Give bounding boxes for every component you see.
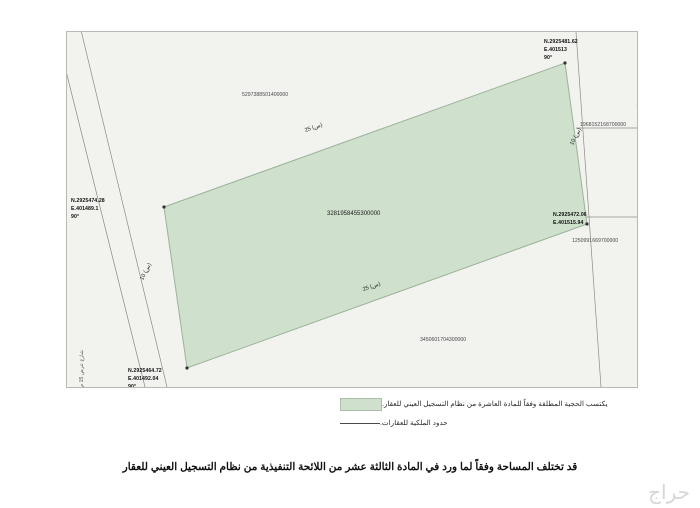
street-label: شارع عرض 15 م (79, 349, 85, 387)
neighbor-parcel-label-n1: 5297388501400000 (242, 92, 289, 98)
legend-item-parcel-fill (340, 398, 636, 411)
neighbor-parcel-label-n3: 1968152168700000 (580, 122, 627, 128)
edge-label-left: 10 (س) (139, 262, 154, 282)
legend (340, 398, 636, 436)
corner-label-north-east (544, 39, 578, 62)
corner-easting: E.401515.94 (553, 219, 584, 226)
corner-easting: E.401513 (544, 46, 568, 53)
neighbor-parcel-label-n2: 3450601704300000 (420, 337, 467, 343)
map-drawing (67, 32, 637, 387)
legend-swatch-line-icon (340, 418, 380, 429)
corner-northing: N.2925472.06 (553, 212, 587, 218)
legend-swatch-fill-icon (340, 398, 382, 411)
corner-angle: 90° (544, 54, 553, 61)
edge-label-bottom: 25 (س) (362, 281, 382, 293)
corner-northing: N.2925481.62 (544, 39, 578, 45)
corner-label-east (553, 212, 587, 228)
compass-north-icon: N (630, 76, 638, 124)
watermark-logo (648, 480, 690, 504)
corner-angle: 90° (71, 213, 80, 220)
neighbor-parcel-label-n4: 1250991669700000 (572, 238, 619, 244)
corner-northing: N.2925474.28 (71, 198, 105, 204)
legend-label-parcel-boundary: حدود الملكية للعقارات. (380, 418, 448, 428)
corner-label-west (71, 198, 105, 221)
edge-label-right: 10 (س) (569, 127, 584, 147)
legend-label-parcel-fill: يكتسب الحجية المطلقة وفقاً للمادة العاشرة من نظام التسجيل العيني للعقار. (382, 399, 608, 409)
corner-angle: 90° (128, 383, 137, 388)
watermark-text: حراج (648, 480, 690, 504)
corner-northing: N.2925464.72 (128, 368, 162, 374)
corner-easting: E.401492.04 (128, 375, 159, 382)
cadastral-map-frame (66, 31, 656, 388)
parcel-id-label: 3281958455300000 (327, 211, 381, 217)
corner-label-south-west (128, 368, 162, 388)
legend-item-parcel-boundary (340, 418, 636, 429)
edge-label-top: 25 (س) (304, 122, 324, 134)
corner-easting: E.401489.1 (71, 205, 99, 212)
footer-disclaimer: قد تختلف المساحة وفقاً لما ورد في المادة الثالثة عشر من اللائحة التنفيذية من نظام التسجيل العيني للعقار (122, 461, 578, 473)
